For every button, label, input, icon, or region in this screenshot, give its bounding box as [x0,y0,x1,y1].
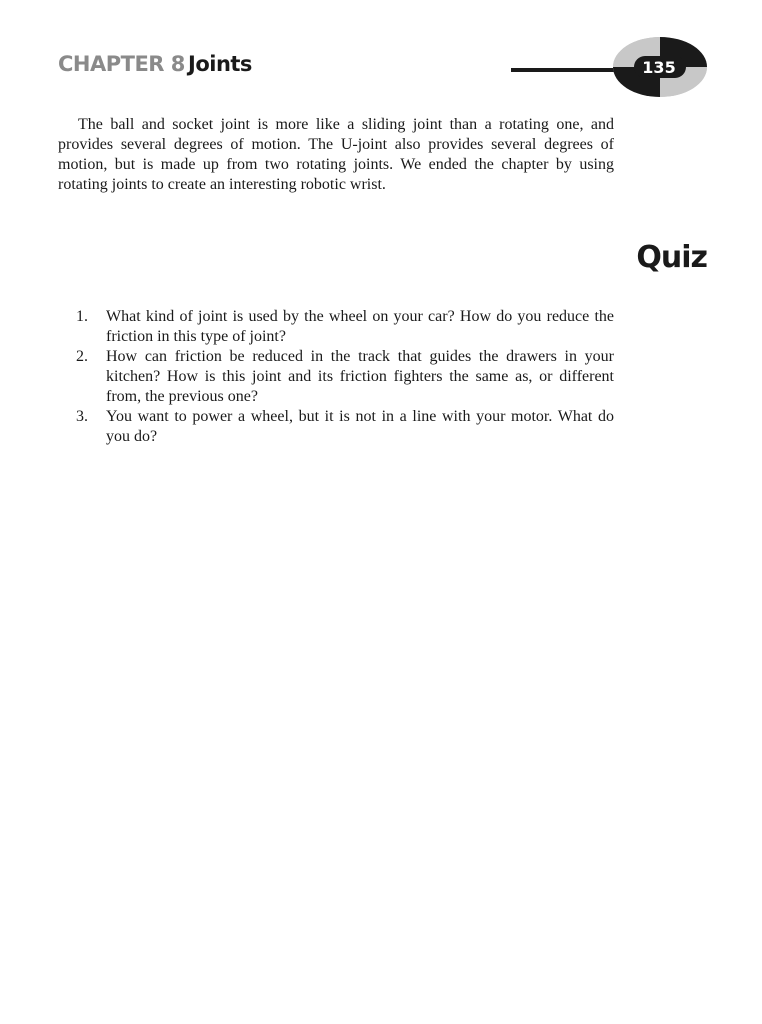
quiz-item-number: 3. [76,408,88,425]
quiz-item [58,407,614,447]
quiz-item-number: 2. [76,348,88,365]
quiz-list [58,307,614,447]
chapter-label: CHAPTER 8 [58,52,185,76]
section-heading-quiz: Quiz [636,240,707,275]
quiz-item-number: 1. [76,308,88,325]
quiz-item [58,307,614,347]
quiz-item-text: How can friction be reduced in the track that guides the drawers in your kitchen? How is this joint and its friction fighters the same as, or different from, the previous one? [106,348,614,405]
quiz-item [58,347,614,407]
chapter-title: Joints [188,52,252,76]
intro-paragraph: The ball and socket joint is more like a sliding joint than a rotating one, and provides several degrees of motion. The U-joint also provides several degrees of motion, but is made up from two rotating joints. We ended the chapter by using rotating joints to create an interesting robotic wrist. [58,116,614,193]
quiz-item-text: What kind of joint is used by the wheel on your car? How do you reduce the friction in this type of joint? [106,308,614,345]
page-number: 135 [642,58,676,77]
quiz-item-text: You want to power a wheel, but it is not in a line with your motor. What do you do? [106,408,614,445]
